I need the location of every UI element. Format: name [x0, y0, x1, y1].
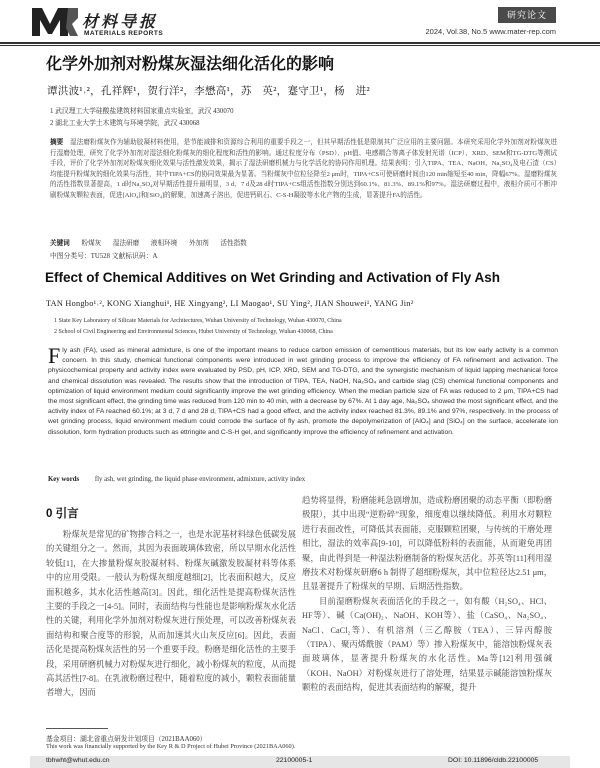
journal-name-en: MATERIALS REPORTS [84, 30, 164, 37]
keywords-en-text: fly ash, wet grinding, the liquid phase environment, admixture, activity index [94, 476, 306, 483]
abstract-en [48, 343, 558, 438]
keywords-en [48, 476, 305, 483]
doi-link[interactable]: DOI: 10.11896/cldb.22100005 [448, 757, 539, 764]
keyword-cn: 湿法研磨 [112, 240, 140, 247]
keyword-cn: 外加剂 [188, 240, 209, 247]
article-title-cn: 化学外加剂对粉煤灰湿法细化活化的影响 [46, 56, 335, 73]
article-title-en: Effect of Chemical Additives on Wet Grinding and Activation of Fly Ash [45, 270, 501, 285]
keyword-cn: 粉煤灰 [81, 240, 102, 247]
abstract-dropcap: F [48, 343, 61, 368]
footnote-divider [46, 728, 108, 729]
header-divider [0, 42, 600, 44]
funding-cn: 基金项目：湖北省重点研发计划项目（2021BAA060） [46, 736, 207, 743]
keyword-cn: 液相环境 [150, 240, 178, 247]
funding-en: This work was financially supported by the Key R & D Project of Hubei Province (2021BAA060). [46, 743, 296, 750]
keywords-en-label: Key words [48, 476, 80, 483]
authors-en: TAN Hongbo¹˒², KONG Xianghui¹, HE Xingyang², LI Maogao¹, SU Ying², JIAN Shouwei¹, YANG Jin² [46, 299, 414, 308]
affiliation-cn-1: 1 武汉理工大学硅酸盐建筑材料国家重点实验室，武汉 430070 [50, 108, 234, 115]
body-column-left: 粉煤灰是常见的矿物掺合料之一，也是水泥基材料绿色低碳发展的关键组分之一。然而，其因为表面玻璃体致密，所以早期水化活性较低[1]，在大掺量粉煤灰胶凝材料、粉煤灰碱激发胶凝材料等体系中的应用受限。一般认为粉煤灰细度越细[2]，比表面积越大，反应面积越多，其水化活性越高[3]。因此，细化活性是提高粉煤灰活性主要的手段之一[4-5]。同时，表面结构与性能也是影响粉煤灰水化活性的关键，利用化学外加剂对粉煤灰进行预处理，可以改善粉煤灰表面结构和聚合度等的形貌，从而加速其火山灰反应[6]。因此，表面活化是提高粉煤灰活性的另一个重要手段。粉磨是细化活性的主要手段，采用研磨机械力对粉煤灰进行细化，减小粉煤灰的粒度，从而提高其活性[7-8]。在乳液粉磨过程中，随着粒度的减小，颗粒表面能量者增大，因而 [46, 530, 296, 698]
body-column-right [302, 494, 552, 696]
section-badge: 研究论文 [498, 7, 556, 23]
journal-header [0, 0, 600, 58]
header-divider-thin [0, 45, 600, 46]
affiliation-cn-2: 2 湖北工业大学土木建筑与环境学院，武汉 430068 [50, 120, 200, 127]
journal-logo-icon [30, 4, 80, 38]
abstract-cn-text: 湿法磨粉煤灰作为辅助胶凝材料使用，是节能减排和资源综合利用的重要手段之一，但其早期活性低是限制其广泛应用的主要问题。本研究采用化学外加剂对粉煤灰进行湿磨处理，研究了化学外加剂对湿法细化粉煤灰的细化程度和活性的影响。通过粒度分布（PSD）、pH值、电感耦合等离子体发射光谱（ICP）、XRD、SEM和TG-DTG等测试手段，评价了化学外加剂对粉煤灰细化效果与活性激发效果，揭示了湿法研磨机械力与化学活化的协同作用机理。结果表明：引入TIPA、TEA、NaOH、Na₂SO₄及电石渣（CS）均能提升粉煤灰的细化效果与活性，其中TIPA+CS的协同效果最为显著。当粉煤灰中位粒径降至2 μm时，TIPA+CS可使研磨时间由120 min缩短至40 min，降幅67%。湿磨粉煤灰的活性指数显著提高，1 d时Na₂SO₄对早期活性提升最明显，3 d、7 d及28 d时TIPA+CS组活性指数分别达到60.1%、81.3%、89.1%和97%。湿法研磨过程中，液相介质可不断冲刷粉煤灰颗粒表面，促进[AlO₄]和[SiO₄]的解聚，加速离子溶出，促进钙矾石、C-S-H凝胶等水化产物的生成，显著提升FA的活性。 [50, 139, 558, 199]
page-number: 22100005-1 [276, 757, 313, 764]
section-heading-introduction: 0 引言 [46, 508, 79, 520]
keywords-cn-label: 关键词 [50, 240, 70, 247]
journal-name-cn: 材料导报 [82, 12, 159, 31]
affiliation-en-2: 2 School of Civil Engineering and Environmental Sciences, Hubei University of Technology, Wuhan 430068, China [54, 329, 333, 335]
keywords-cn [50, 237, 247, 247]
keyword-cn: 活性指数 [220, 240, 247, 247]
body-paragraph: 目前湿磨粉煤灰表面活化的手段之一，如有酸（H₂SO₄、HCl、HF等）、碱（Ca(OH)₂、NaOH、KOH等）、盐（CaSO₄、Na₂SO₄、NaCl、CaCl₂等）、有机溶剂（三乙醇胺（TEA）、三异丙醇胺（TIPA）、聚丙烯酰胺（PAM）等）掺入粉煤灰中，能溶蚀粉煤灰表面玻璃体，显著提升粉煤灰的水化活性。Ma等[12]利用强碱（KOH、NaOH）对粉煤灰进行了溶处理，结果显示碱能溶蚀粉煤灰颗粒的表面结构，促进其表面结构的解聚，提升 [302, 596, 552, 693]
authors-cn: 谭洪波¹˒²，孔祥辉¹，贺行洋²，李懋高¹，苏 英²，蹇守卫¹，杨 进² [47, 86, 370, 97]
contact-email-link[interactable]: tbhwht@whut.edu.cn [46, 757, 110, 764]
classification-code: 中图分类号：TU528 文献标识码：A [50, 253, 158, 260]
abstract-en-text: ly ash (FA), used as mineral admixture, is one of the important means to reduce carbon emission of cementitious materials, but its low early activity is a common concern. In this study, chemical functional components were introduced in wet grinding process to improve the efficiency of FA refinement and activation. The physicochemical property and activity index were evaluated by PSD, pH, ICP, XRD, SEM and TG-DTG, and the synergistic mechanism of liquid lapping mechanical force and chemical dissolution was revealed. The results show that the introduction of TIPA, TEA, NaOH, Na₂SO₄ and carbide slag (CS) chemical functional components and optimization of liquid environment medium could significantly improve the wet grinding efficiency. When the median particle size of FA was reduced to 2 μm, TIPA+CS had the most significant effect, the grinding time was reduced from 120 min to 40 min, with a decrease by 67%. At 1 day age, Na₂SO₄ showed the most significant effect, and the activity index of FA reached 60.1%; at 3 d, 7 d and 28 d, TIPA+CS had a good effect, and the activity index reached 81.3%, 89.1% and 97%, respectively. In the process of wet grinding process, liquid environment medium could corrode the surface of fly ash, promote the depolymerization of [AlO₄] and [SiO₄] on the surface, accelerate ion dissolution, form hydration products such as ettringite and C-S-H gel, and significantly improve the efficiency of refinement and activation. [48, 347, 558, 436]
affiliation-en-1: 1 State Key Laboratory of Silicate Materials for Architectures, Wuhan University of Technology, Wuhan 430070, China [54, 318, 342, 324]
issue-info: 2024, Vol.38, No.5 www.mater-rep.com [425, 27, 556, 36]
abstract-cn-label: 摘要 [50, 139, 64, 146]
abstract-cn [50, 138, 557, 202]
body-paragraph: 趋势将显得，粉磨能耗急剧增加，造成粉磨团聚的动态平衡（即粉磨极限），其中出现“逆粉碎”现象，细度难以继续降低。利用水对颗粒进行表面改性，可降低其表面能，克服颗粒团聚，与传统的干磨处理相比，湿法的效率高[9-10]，可以降低粉料的表面能，从而避免再团聚，由此得到是一种湿法粉磨制备的粉煤灰活化。苏英等[11]利用湿磨技术对粉煤灰研磨6 h 制得了超细粉煤灰，其中位粒径达2.51 μm，且显著提升了粉煤灰的早期、后期活性指数。 [302, 496, 552, 592]
